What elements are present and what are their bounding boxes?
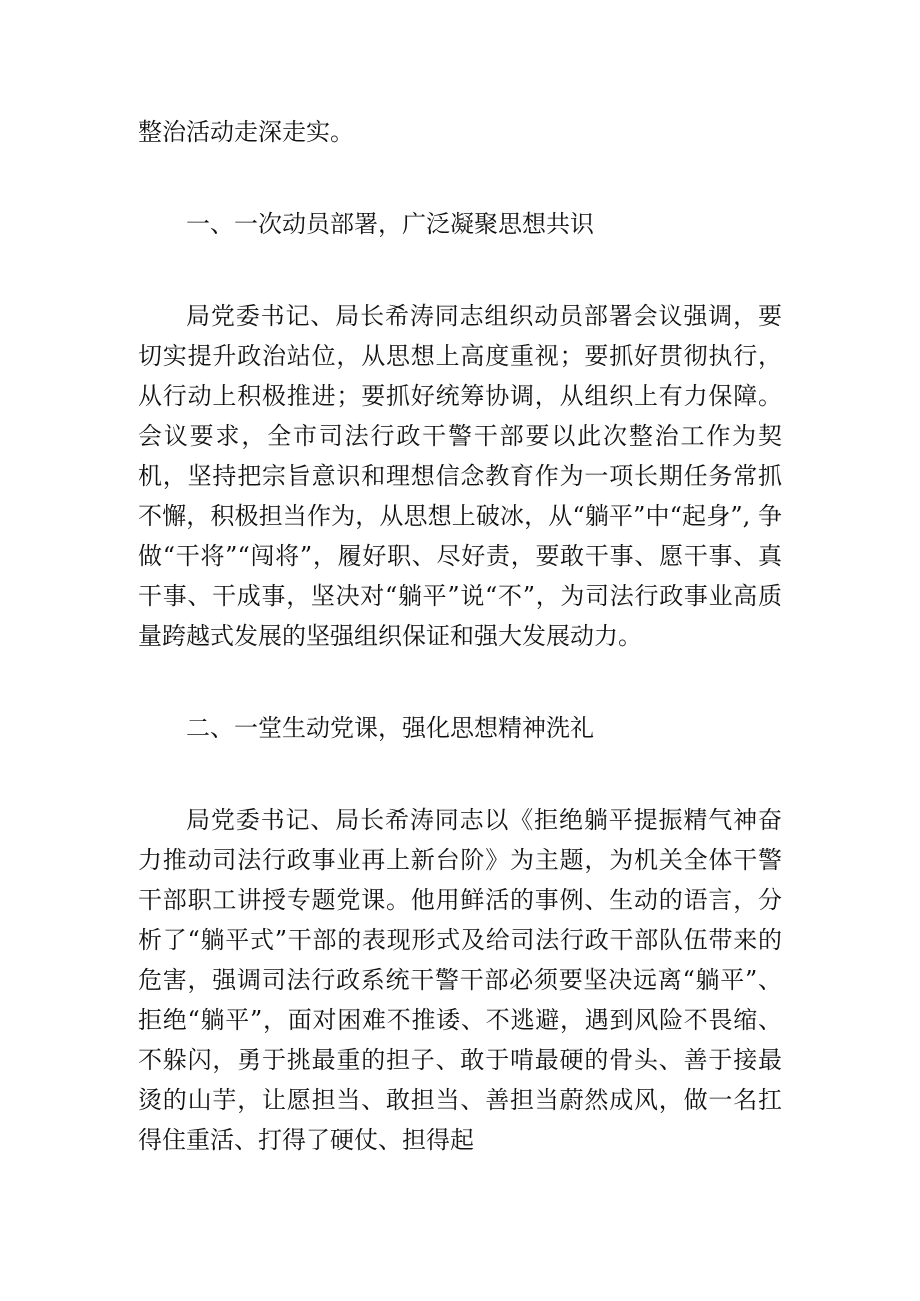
section-1-heading: 一、一次动员部署，广泛凝聚思想共识 [186, 210, 594, 238]
continuation-paragraph: 整治活动走深走实。 [138, 118, 354, 146]
document-body [138, 112, 782, 1160]
section-2-heading: 二、一堂生动党课，强化思想精神洗礼 [186, 714, 594, 742]
section-1-paragraph: 局党委书记、局长希涛同志组织动员部署会议强调，要切实提升政治站位，从思想上高度重视；要抓好贯彻执行，从行动上积极推进；要抓好统筹协调，从组织上有力保障。会议要求，全市司法行政干警干部要以此次整治工作为契机，坚持把宗旨意识和理想信念教育作为一项长期任务常抓不懈，积极担当作为，从思想上破冰，从“躺平”中“起身”, 争做“干将”“闯将”，履好职、尽好责，要敢干事、愿干事、真干事、干成事，坚决对“躺平”说“不”，为司法行政事业高质量跨越式发展的坚强组织保证和强大发展动力。 [138, 302, 782, 650]
section-2-paragraph: 局党委书记、局长希涛同志以《拒绝躺平提振精气神奋力推动司法行政事业再上新台阶》为主题，为机关全体干警干部职工讲授专题党课。他用鲜活的事例、生动的语言，分析了“躺平式”干部的表现形式及给司法行政干部队伍带来的危害，强调司法行政系统干警干部必须要坚决远离“躺平”、拒绝“躺平”，面对困难不推诿、不逃避，遇到风险不畏缩、不躲闪，勇于挑最重的担子、敢于啃最硬的骨头、善于接最烫的山芋，让愿担当、敢担当、善担当蔚然成风，做一名扛得住重活、打得了硬仗、担得起 [138, 806, 782, 1154]
